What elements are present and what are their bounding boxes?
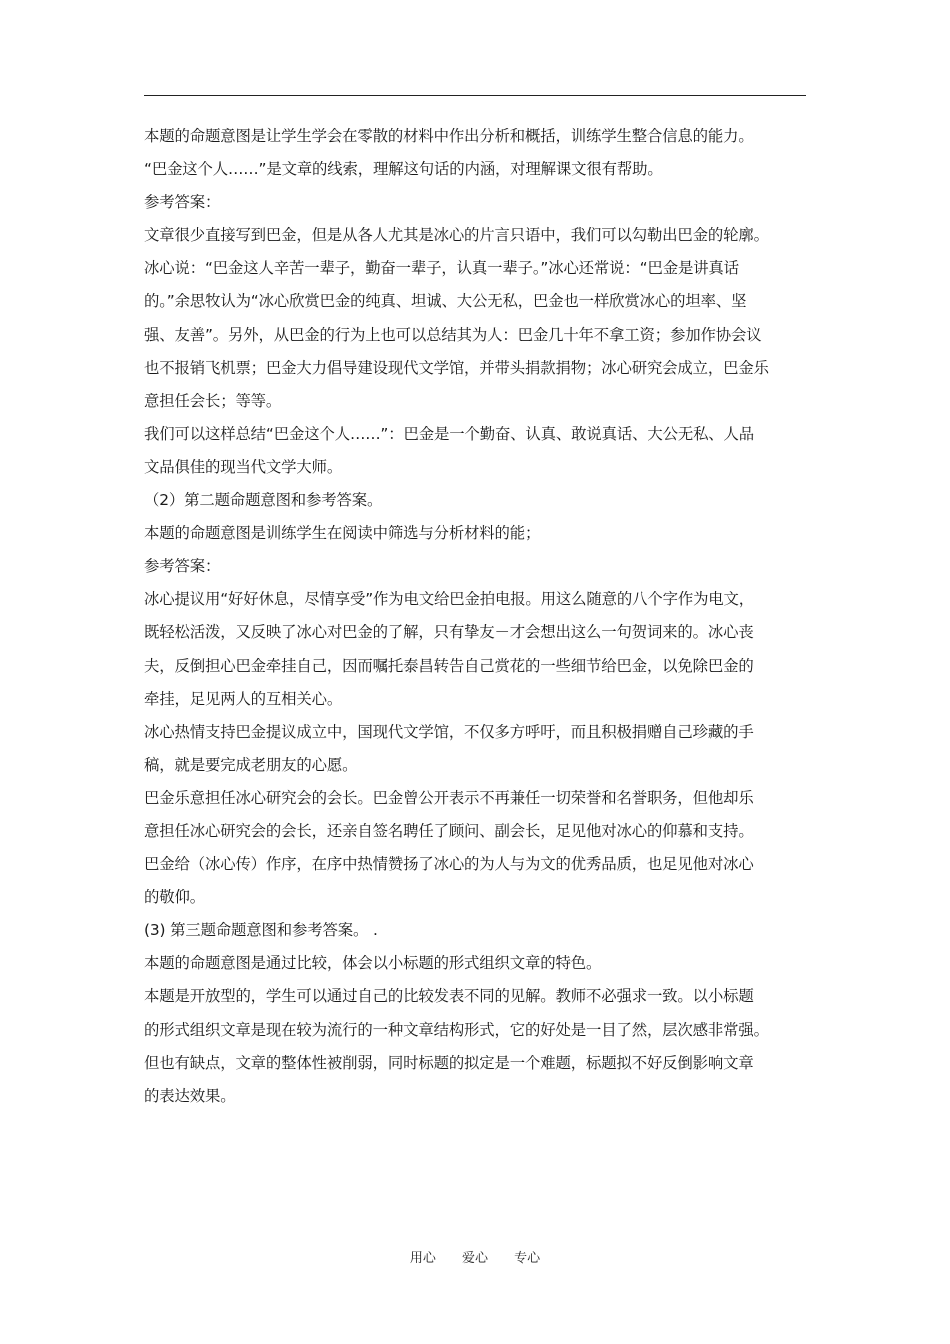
footer-word-2: 爱心 [461, 1251, 488, 1266]
text-line: 意担任会长；等等。 [144, 391, 282, 410]
text-line: 冰心提议用“好好休息，尽情享受”作为电文给巴金拍电报。用这么随意的八个字作为电文， [144, 590, 755, 609]
text-line: 既轻松活泼，又反映了冰心对巴金的了解，只有挚友－才会想出这么一句贺词来的。冰心丧 [144, 623, 754, 642]
text-line: 夫，反倒担心巴金牵挂自己，因而嘱托泰昌转告自己赏花的一些细节给巴金，以免除巴金的 [144, 656, 754, 675]
header-rule [144, 95, 806, 96]
page-footer [0, 1247, 950, 1266]
text-line: 本题的命题意图是训练学生在阅读中筛选与分析材料的能； [144, 524, 541, 543]
text-line: 本题的命题意图是通过比较，体会以小标题的形式组织文章的特色。 [144, 954, 602, 973]
text-line: 冰心热情支持巴金提议成立中，国现代文学馆，不仅多方呼吁，而且积极捐赠自己珍藏的手 [144, 722, 754, 741]
text-line: （2）第二题命题意图和参考答案。 [144, 491, 383, 510]
text-line: 也不报销飞机票；巴金大力倡导建设现代文学馆，并带头捐款捐物；冰心研究会成立，巴金乐 [144, 358, 769, 377]
footer-word-3: 专心 [514, 1251, 541, 1266]
text-line: 但也有缺点，文章的整体性被削弱，同时标题的拟定是一个难题，标题拟不好反倒影响文章 [144, 1053, 754, 1072]
text-line: 的。”余思牧认为“冰心欣赏巴金的纯真、坦诚、大公无私，巴金也一样欣赏冰心的坦率、坚 [144, 292, 747, 311]
text-line: 强、友善”。另外，从巴金的行为上也可以总结其为人：巴金几十年不拿工资；参加作协会议 [144, 325, 762, 344]
text-line: 牵挂，足见两人的互相关心。 [144, 689, 343, 708]
text-line: 文章很少直接写到巴金，但是从各人尤其是冰心的片言只语中，我们可以勾勒出巴金的轮廓。 [144, 226, 769, 245]
text-line: 冰心说：“巴金这人辛苦一辈子，勤奋一辈子，认真一辈子。”冰心还常说：“巴金是讲真话 [144, 259, 739, 278]
text-line: 巴金给（冰心传）作序，在序中热情赞扬了冰心的为人与为文的优秀品质，也足见他对冰心 [144, 855, 754, 874]
text-line: 稿，就是要完成老朋友的心愿。 [144, 755, 358, 774]
document-body [144, 120, 812, 1113]
text-line: 我们可以这样总结“巴金这个人……”：巴金是一个勤奋、认真、敢说真话、大公无私、人品 [144, 424, 755, 443]
text-line: 巴金乐意担任冰心研究会的会长。巴金曾公开表示不再兼任一切荣誉和名誉职务，但他却乐 [144, 788, 754, 807]
text-line: 本题是开放型的，学生可以通过自己的比较发表不同的见解。教师不必强求一致。以小标题 [144, 987, 754, 1006]
text-line: 的形式组织文章是现在较为流行的一种文章结构形式，它的好处是一目了然，层次感非常强。 [144, 1020, 769, 1039]
text-line: 本题的命题意图是让学生学会在零散的材料中作出分析和概括，训练学生整合信息的能力。 [144, 127, 754, 145]
text-line: 的敬仰。 [144, 888, 205, 907]
text-line: 意担任冰心研究会的会长，还亲自签名聘任了顾问、副会长，足见他对冰心的仰慕和支持。 [144, 821, 754, 840]
text-line: 参考答案： [144, 193, 221, 212]
text-line: “巴金这个人……”是文章的线索，理解这句话的内涵，对理解课文很有帮助。 [144, 160, 663, 179]
text-line: (3) 第三题命题意图和参考答案。 . [144, 921, 378, 940]
footer-word-1: 用心 [409, 1251, 436, 1266]
text-line: 参考答案： [144, 557, 221, 576]
text-line: 的表达效果。 [144, 1086, 236, 1105]
text-line: 文品俱佳的现当代文学大师。 [144, 457, 343, 476]
